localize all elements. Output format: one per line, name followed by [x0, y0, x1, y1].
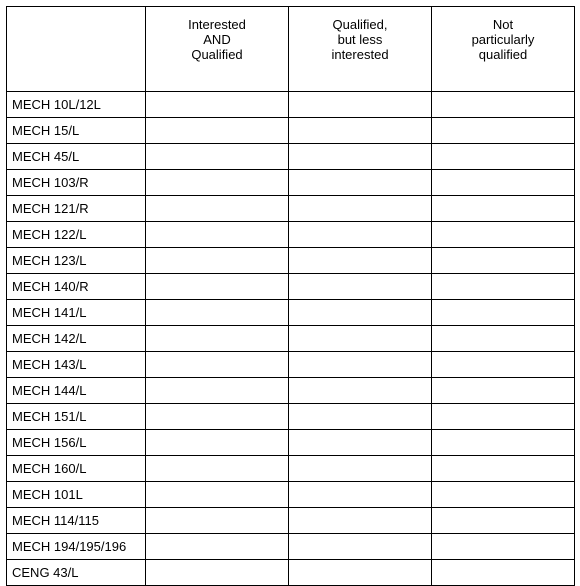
response-cell-qualified-less-interested[interactable] — [289, 430, 432, 456]
response-cell-interested-and-qualified[interactable] — [146, 300, 289, 326]
table-row — [7, 352, 575, 378]
response-cell-interested-and-qualified[interactable] — [146, 222, 289, 248]
course-rows — [7, 92, 575, 586]
response-cell-interested-and-qualified[interactable] — [146, 144, 289, 170]
course-name-cell: CENG 43/L — [7, 560, 146, 586]
table-row — [7, 274, 575, 300]
header-qualified-less-interested-label: Qualified, but less interested — [331, 17, 389, 62]
response-cell-not-particularly-qualified[interactable] — [432, 300, 575, 326]
response-cell-not-particularly-qualified[interactable] — [432, 118, 575, 144]
response-cell-qualified-less-interested[interactable] — [289, 144, 432, 170]
table-row — [7, 170, 575, 196]
table-row — [7, 534, 575, 560]
response-cell-qualified-less-interested[interactable] — [289, 274, 432, 300]
table-row — [7, 144, 575, 170]
table-row — [7, 248, 575, 274]
course-name-cell: MECH 144/L — [7, 378, 146, 404]
response-cell-interested-and-qualified[interactable] — [146, 404, 289, 430]
course-name-cell: MECH 151/L — [7, 404, 146, 430]
header-qualified-less-interested — [289, 7, 432, 92]
response-cell-not-particularly-qualified[interactable] — [432, 144, 575, 170]
table-row — [7, 118, 575, 144]
response-cell-qualified-less-interested[interactable] — [289, 248, 432, 274]
table-row — [7, 196, 575, 222]
table-row — [7, 482, 575, 508]
response-cell-qualified-less-interested[interactable] — [289, 482, 432, 508]
response-cell-interested-and-qualified[interactable] — [146, 508, 289, 534]
response-cell-qualified-less-interested[interactable] — [289, 326, 432, 352]
table-row — [7, 378, 575, 404]
response-cell-qualified-less-interested[interactable] — [289, 560, 432, 586]
response-cell-qualified-less-interested[interactable] — [289, 534, 432, 560]
table-row — [7, 508, 575, 534]
course-name-cell: MECH 194/195/196 — [7, 534, 146, 560]
course-name-cell: MECH 143/L — [7, 352, 146, 378]
course-name-cell: MECH 142/L — [7, 326, 146, 352]
response-cell-qualified-less-interested[interactable] — [289, 352, 432, 378]
response-cell-interested-and-qualified[interactable] — [146, 534, 289, 560]
response-cell-interested-and-qualified[interactable] — [146, 326, 289, 352]
response-cell-interested-and-qualified[interactable] — [146, 482, 289, 508]
response-cell-interested-and-qualified[interactable] — [146, 274, 289, 300]
course-name-cell: MECH 103/R — [7, 170, 146, 196]
header-corner-cell — [7, 7, 146, 92]
response-cell-interested-and-qualified[interactable] — [146, 196, 289, 222]
table-row — [7, 92, 575, 118]
response-cell-qualified-less-interested[interactable] — [289, 300, 432, 326]
table-row — [7, 326, 575, 352]
course-preference-table — [6, 6, 575, 586]
response-cell-qualified-less-interested[interactable] — [289, 456, 432, 482]
table-row — [7, 300, 575, 326]
response-cell-not-particularly-qualified[interactable] — [432, 222, 575, 248]
response-cell-qualified-less-interested[interactable] — [289, 222, 432, 248]
response-cell-qualified-less-interested[interactable] — [289, 92, 432, 118]
response-cell-not-particularly-qualified[interactable] — [432, 404, 575, 430]
response-cell-not-particularly-qualified[interactable] — [432, 534, 575, 560]
course-name-cell: MECH 101L — [7, 482, 146, 508]
response-cell-interested-and-qualified[interactable] — [146, 352, 289, 378]
course-name-cell: MECH 156/L — [7, 430, 146, 456]
course-name-cell: MECH 114/115 — [7, 508, 146, 534]
table-row — [7, 222, 575, 248]
response-cell-interested-and-qualified[interactable] — [146, 92, 289, 118]
response-cell-not-particularly-qualified[interactable] — [432, 430, 575, 456]
course-name-cell: MECH 45/L — [7, 144, 146, 170]
response-cell-qualified-less-interested[interactable] — [289, 508, 432, 534]
response-cell-qualified-less-interested[interactable] — [289, 170, 432, 196]
response-cell-not-particularly-qualified[interactable] — [432, 482, 575, 508]
response-cell-qualified-less-interested[interactable] — [289, 118, 432, 144]
course-name-cell: MECH 123/L — [7, 248, 146, 274]
response-cell-not-particularly-qualified[interactable] — [432, 456, 575, 482]
response-cell-interested-and-qualified[interactable] — [146, 430, 289, 456]
response-cell-not-particularly-qualified[interactable] — [432, 274, 575, 300]
table-row — [7, 456, 575, 482]
header-not-particularly-qualified-label: Not particularly qualified — [471, 17, 535, 62]
table-row — [7, 404, 575, 430]
course-name-cell: MECH 141/L — [7, 300, 146, 326]
header-row — [7, 7, 575, 92]
course-name-cell: MECH 10L/12L — [7, 92, 146, 118]
response-cell-not-particularly-qualified[interactable] — [432, 560, 575, 586]
response-cell-not-particularly-qualified[interactable] — [432, 92, 575, 118]
response-cell-not-particularly-qualified[interactable] — [432, 378, 575, 404]
response-cell-not-particularly-qualified[interactable] — [432, 248, 575, 274]
response-cell-interested-and-qualified[interactable] — [146, 560, 289, 586]
course-name-cell: MECH 160/L — [7, 456, 146, 482]
response-cell-interested-and-qualified[interactable] — [146, 378, 289, 404]
response-cell-interested-and-qualified[interactable] — [146, 170, 289, 196]
response-cell-not-particularly-qualified[interactable] — [432, 326, 575, 352]
header-not-particularly-qualified — [432, 7, 575, 92]
response-cell-interested-and-qualified[interactable] — [146, 248, 289, 274]
course-name-cell: MECH 122/L — [7, 222, 146, 248]
response-cell-interested-and-qualified[interactable] — [146, 118, 289, 144]
response-cell-qualified-less-interested[interactable] — [289, 196, 432, 222]
response-cell-interested-and-qualified[interactable] — [146, 456, 289, 482]
response-cell-not-particularly-qualified[interactable] — [432, 196, 575, 222]
response-cell-not-particularly-qualified[interactable] — [432, 352, 575, 378]
table-row — [7, 430, 575, 456]
header-interested-and-qualified-label: Interested AND Qualified — [188, 17, 246, 62]
response-cell-qualified-less-interested[interactable] — [289, 404, 432, 430]
course-name-cell: MECH 15/L — [7, 118, 146, 144]
header-interested-and-qualified — [146, 7, 289, 92]
response-cell-not-particularly-qualified[interactable] — [432, 508, 575, 534]
header-corner-label — [7, 7, 145, 17]
course-name-cell: MECH 140/R — [7, 274, 146, 300]
response-cell-qualified-less-interested[interactable] — [289, 378, 432, 404]
table-row — [7, 560, 575, 586]
response-cell-not-particularly-qualified[interactable] — [432, 170, 575, 196]
course-name-cell: MECH 121/R — [7, 196, 146, 222]
